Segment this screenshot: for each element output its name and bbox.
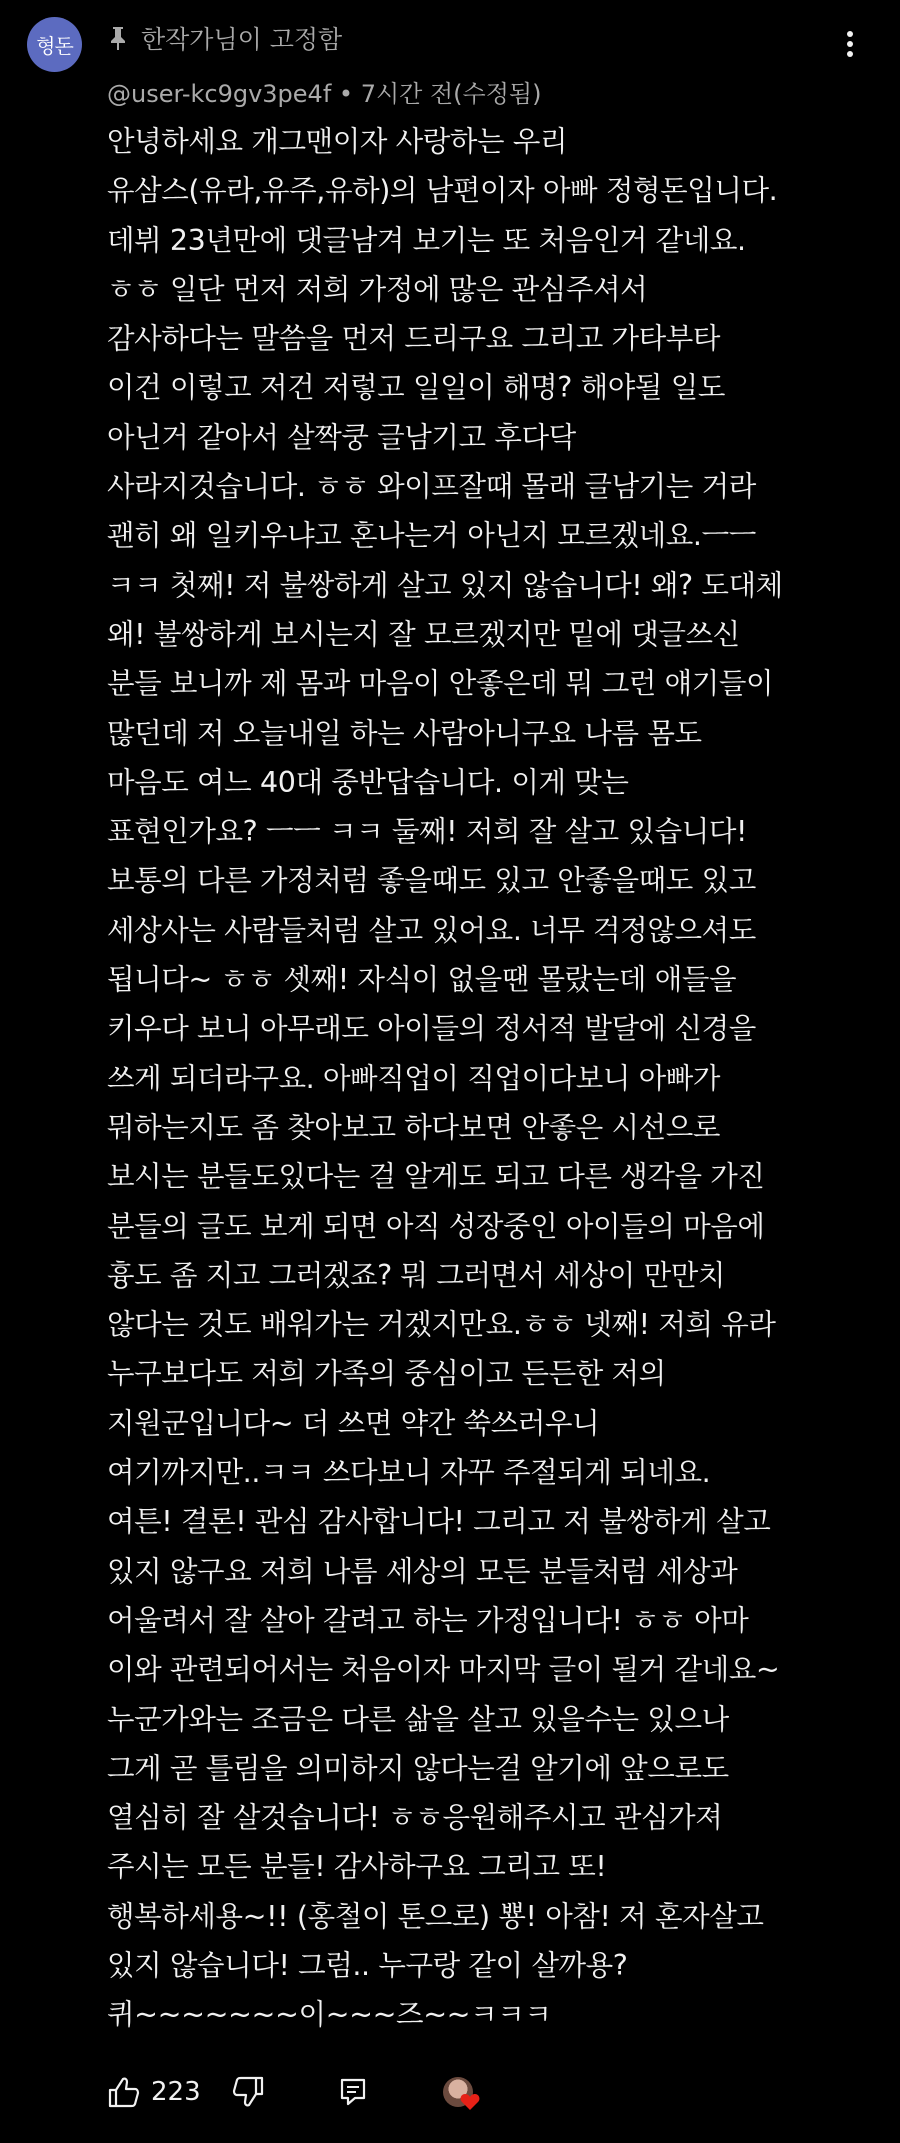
comment-body xyxy=(107,117,897,2040)
comment-timestamp[interactable]: 7시간 전(수정됨) xyxy=(360,80,542,108)
comment-line: 표현인가요? ㅡㅡ ㅋㅋ 둘째! 저희 잘 살고 있습니다! xyxy=(107,815,748,849)
author-avatar[interactable] xyxy=(27,17,82,72)
creator-heart-badge xyxy=(443,2062,473,2122)
comment-line: 보시는 분들도있다는 걸 알게도 되고 다른 생각을 가진 xyxy=(107,1160,765,1194)
meta-separator: • xyxy=(338,80,354,108)
comment-line: ㅎㅎ 일단 먼저 저희 가정에 많은 관심주셔서 xyxy=(107,272,648,306)
thumbs-down-icon xyxy=(231,2075,265,2109)
comment-line: 여기까지만..ㅋㅋ 쓰다보니 자꾸 주절되게 되네요. xyxy=(107,1456,711,1490)
comment-line: 쓰게 되더라구요. 아빠직업이 직업이다보니 아빠가 xyxy=(107,1061,721,1095)
comment-line: 그게 곧 틀림을 의미하지 않다는걸 알기에 앞으로도 xyxy=(107,1751,729,1785)
comment-line: 흉도 좀 지고 그러겠죠? 뭐 그러면서 세상이 만만치 xyxy=(107,1258,725,1292)
comment-line: 사라지것습니다. ㅎㅎ 와이프잘때 몰래 글남기는 거라 xyxy=(107,470,756,504)
comment-line: 지원군입니다~ 더 쓰면 약간 쑥쓰러우니 xyxy=(107,1406,600,1440)
comment-line: 있지 않습니다! 그럼.. 누구랑 같이 살까용? xyxy=(107,1948,628,1982)
comment-line: 안녕하세요 개그맨이자 사랑하는 우리 xyxy=(107,125,568,158)
comment-line: 열심히 잘 살것습니다! ㅎㅎ응원해주시고 관심가져 xyxy=(107,1801,723,1835)
author-handle[interactable]: @user-kc9gv3pe4f xyxy=(107,80,332,108)
comment-line: ㅋㅋ 첫째! 저 불쌍하게 살고 있지 않습니다! 왜? 도대체 xyxy=(107,568,783,602)
dislike-button[interactable] xyxy=(231,2062,265,2122)
comment-line: 누구보다도 저희 가족의 중심이고 든든한 저의 xyxy=(107,1357,666,1391)
pin-icon xyxy=(107,25,129,51)
comment-action-bar xyxy=(107,2062,887,2122)
like-button[interactable] xyxy=(107,2062,141,2122)
comment-line: 많던데 저 오늘내일 하는 사람아니구요 나름 몸도 xyxy=(107,716,702,750)
comment-line: 이건 이렇고 저건 저렇고 일일이 해명? 해야될 일도 xyxy=(107,371,725,405)
comment-line: 퀴~~~~~~~이~~~즈~~ㅋㅋㅋ xyxy=(107,1998,552,2032)
comment-line: 왜! 불쌍하게 보시는지 잘 모르겠지만 밑에 댓글쓰신 xyxy=(107,617,740,651)
comment-line: 주시는 모든 분들! 감사하구요 그리고 또! xyxy=(107,1850,607,1884)
comment-line: 마음도 여느 40대 중반답습니다. 이게 맞는 xyxy=(107,765,629,799)
pinned-label: 한작가님이 고정함 xyxy=(141,25,343,54)
pinned-indicator xyxy=(107,18,342,58)
comment-line: 아닌거 같아서 살짝쿵 글남기고 후다닥 xyxy=(107,420,576,454)
comment-line: 있지 않구요 저희 나름 세상의 모든 분들처럼 세상과 xyxy=(107,1554,738,1588)
more-options-icon[interactable] xyxy=(835,24,865,64)
comment-line: 감사하다는 말씀을 먼저 드리구요 그리고 가타부타 xyxy=(107,322,721,356)
heart-icon xyxy=(460,2093,480,2111)
comment-line: 유삼스(유라,유주,유하)의 남편이자 아빠 정형돈입니다. xyxy=(107,174,778,208)
comment-line: 행복하세용~!! (홍철이 톤으로) 뿅! 아참! 저 혼자살고 xyxy=(107,1899,764,1933)
author-avatar-initials: 형돈 xyxy=(36,34,73,58)
comment-line: 보통의 다른 가정처럼 좋을때도 있고 안좋을때도 있고 xyxy=(107,864,756,898)
comment-line: 않다는 것도 배워가는 거겠지만요.ㅎㅎ 넷째! 저희 유라 xyxy=(107,1308,776,1342)
comment-line: 이와 관련되어서는 처음이자 마지막 글이 될거 같네요~ xyxy=(107,1653,780,1687)
comment-line: 데뷔 23년만에 댓글남겨 보기는 또 처음인거 같네요. xyxy=(107,223,746,257)
comment-line: 분들 보니까 제 몸과 마음이 안좋은데 뭐 그런 얘기들이 xyxy=(107,667,774,701)
comment-line: 세상사는 사람들처럼 살고 있어요. 너무 걱정않으셔도 xyxy=(107,913,756,947)
reply-button[interactable] xyxy=(339,2062,367,2122)
like-count: 223 xyxy=(151,2077,201,2107)
reply-comment-icon xyxy=(339,2077,367,2107)
comment-line: 됩니다~ ㅎㅎ 셋째! 자식이 없을땐 몰랐는데 애들을 xyxy=(107,963,737,997)
thumbs-up-icon xyxy=(107,2075,141,2109)
comment-line: 여튼! 결론! 관심 감사합니다! 그리고 저 불쌍하게 살고 xyxy=(107,1505,771,1539)
comment-line: 뭐하는지도 좀 찾아보고 하다보면 안좋은 시선으로 xyxy=(107,1110,721,1144)
comment-line: 분들의 글도 보게 되면 아직 성장중인 아이들의 마음에 xyxy=(107,1209,765,1243)
comment-line: 괜히 왜 일키우냐고 혼나는거 아닌지 모르겠네요.ㅡㅡ xyxy=(107,519,756,553)
creator-avatar xyxy=(443,2077,473,2107)
comment-meta xyxy=(107,74,541,109)
comment-line: 누군가와는 조금은 다른 삶을 살고 있을수는 있으나 xyxy=(107,1702,729,1736)
comment-line: 키우다 보니 아무래도 아이들의 정서적 발달에 신경을 xyxy=(107,1012,756,1046)
comment-line: 어울려서 잘 살아 갈려고 하는 가정입니다! ㅎㅎ 아마 xyxy=(107,1603,749,1637)
